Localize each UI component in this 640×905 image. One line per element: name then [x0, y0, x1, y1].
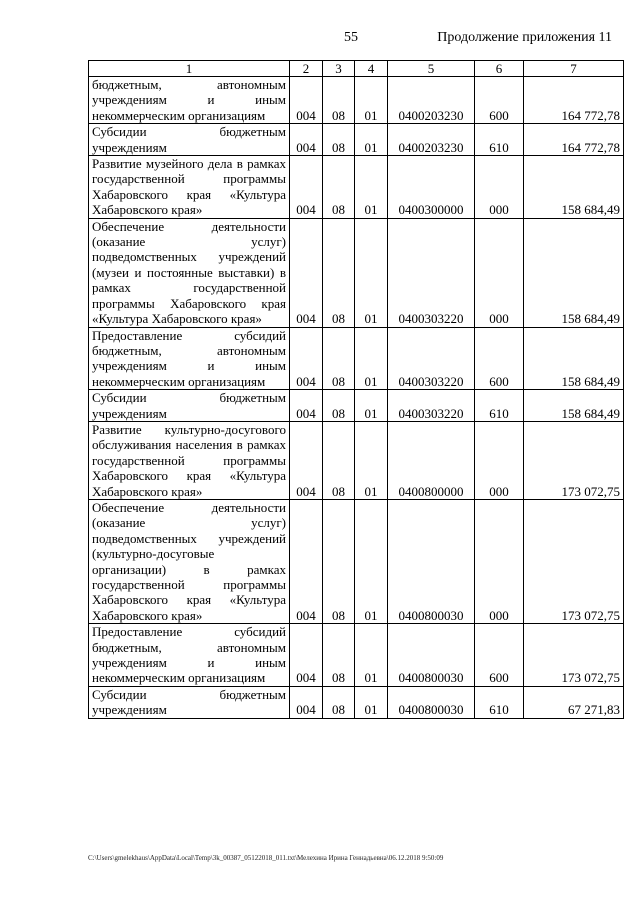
expense-type-cell: 610: [475, 390, 524, 422]
row-name-cell: Предоставление субсидий бюджетным, автономным учреждениям и иным некоммерческим организациям: [89, 624, 290, 687]
expense-type-cell: 600: [475, 327, 524, 390]
target-article-cell: 0400203230: [388, 124, 475, 156]
table-row: [89, 686, 624, 718]
header-col-1: 1: [89, 61, 290, 77]
target-article-cell: 0400800030: [388, 499, 475, 623]
target-article-cell: 0400303220: [388, 390, 475, 422]
section-code-cell: 08: [323, 156, 355, 219]
ministry-code-cell: 004: [290, 421, 323, 499]
table-row: [89, 624, 624, 687]
expense-type-cell: 000: [475, 421, 524, 499]
section-code-cell: 08: [323, 327, 355, 390]
amount-cell: 158 684,49: [524, 327, 624, 390]
target-article-cell: 0400300000: [388, 156, 475, 219]
subsection-code-cell: 01: [355, 390, 388, 422]
continuation-title: Продолжение приложения 11: [437, 30, 612, 45]
expense-type-cell: 600: [475, 624, 524, 687]
row-name-cell: Обеспечение деятельности (оказание услуг) подведомственных учреждений (музеи и постоянные выставки) в рамках государственной программы Хабаровского края «Культура Хабаровского края»: [89, 218, 290, 327]
row-name-cell: бюджетным, автономным учреждениям и иным некоммерческим организациям: [89, 77, 290, 124]
section-code-cell: 08: [323, 686, 355, 718]
section-code-cell: 08: [323, 124, 355, 156]
subsection-code-cell: 01: [355, 624, 388, 687]
ministry-code-cell: 004: [290, 624, 323, 687]
ministry-code-cell: 004: [290, 327, 323, 390]
amount-cell: 164 772,78: [524, 124, 624, 156]
expense-type-cell: 000: [475, 499, 524, 623]
subsection-code-cell: 01: [355, 156, 388, 219]
target-article-cell: 0400800030: [388, 624, 475, 687]
header-col-2: 2: [290, 61, 323, 77]
table-row: [89, 218, 624, 327]
header-col-6: 6: [475, 61, 524, 77]
amount-cell: 67 271,83: [524, 686, 624, 718]
ministry-code-cell: 004: [290, 77, 323, 124]
page-number: 55: [344, 30, 358, 45]
amount-cell: 173 072,75: [524, 499, 624, 623]
section-code-cell: 08: [323, 218, 355, 327]
row-name-cell: Субсидии бюджетным учреждениям: [89, 390, 290, 422]
header-row: [89, 61, 624, 77]
subsection-code-cell: 01: [355, 77, 388, 124]
ministry-code-cell: 004: [290, 499, 323, 623]
amount-cell: 173 072,75: [524, 624, 624, 687]
amount-cell: 158 684,49: [524, 218, 624, 327]
section-code-cell: 08: [323, 390, 355, 422]
expense-type-cell: 000: [475, 156, 524, 219]
header-col-4: 4: [355, 61, 388, 77]
expense-type-cell: 000: [475, 218, 524, 327]
row-name-cell: Развитие культурно-досугового обслуживания населения в рамках государственной программы Хабаровского края «Культура Хабаровского края»: [89, 421, 290, 499]
table-row: [89, 124, 624, 156]
header-col-7: 7: [524, 61, 624, 77]
amount-cell: 158 684,49: [524, 156, 624, 219]
subsection-code-cell: 01: [355, 327, 388, 390]
amount-cell: 158 684,49: [524, 390, 624, 422]
subsection-code-cell: 01: [355, 686, 388, 718]
table-row: [89, 421, 624, 499]
section-code-cell: 08: [323, 421, 355, 499]
ministry-code-cell: 004: [290, 686, 323, 718]
row-name-cell: Предоставление субсидий бюджетным, автономным учреждениям и иным некоммерческим организациям: [89, 327, 290, 390]
row-name-cell: Субсидии бюджетным учреждениям: [89, 124, 290, 156]
target-article-cell: 0400800000: [388, 421, 475, 499]
target-article-cell: 0400303220: [388, 218, 475, 327]
row-name-cell: Субсидии бюджетным учреждениям: [89, 686, 290, 718]
section-code-cell: 08: [323, 499, 355, 623]
table-row: [89, 77, 624, 124]
header-col-5: 5: [388, 61, 475, 77]
subsection-code-cell: 01: [355, 499, 388, 623]
section-code-cell: 08: [323, 624, 355, 687]
ministry-code-cell: 004: [290, 124, 323, 156]
expense-type-cell: 610: [475, 124, 524, 156]
expense-type-cell: 610: [475, 686, 524, 718]
subsection-code-cell: 01: [355, 124, 388, 156]
ministry-code-cell: 004: [290, 390, 323, 422]
amount-cell: 164 772,78: [524, 77, 624, 124]
header-col-3: 3: [323, 61, 355, 77]
ministry-code-cell: 004: [290, 156, 323, 219]
table-row: [89, 499, 624, 623]
row-name-cell: Развитие музейного дела в рамках государственной программы Хабаровского края «Культура Хабаровского края»: [89, 156, 290, 219]
table-row: [89, 156, 624, 219]
target-article-cell: 0400303220: [388, 327, 475, 390]
target-article-cell: 0400800030: [388, 686, 475, 718]
section-code-cell: 08: [323, 77, 355, 124]
expense-type-cell: 600: [475, 77, 524, 124]
amount-cell: 173 072,75: [524, 421, 624, 499]
subsection-code-cell: 01: [355, 421, 388, 499]
table-row: [89, 390, 624, 422]
footer-file-path: C:\Users\gmelekhaus\AppData\Local\Temp\3k_00387_05122018_011.txt\Мелехина Ирина Геннадьевна\06.12.2018 9:50:09: [88, 854, 444, 862]
row-name-cell: Обеспечение деятельности (оказание услуг) подведомственных учреждений (культурно-досуговые организации) в рамках государственной программы Хабаровского края «Культура Хабаровского края»: [89, 499, 290, 623]
target-article-cell: 0400203230: [388, 77, 475, 124]
budget-table: [88, 60, 624, 719]
ministry-code-cell: 004: [290, 218, 323, 327]
subsection-code-cell: 01: [355, 218, 388, 327]
table-row: [89, 327, 624, 390]
